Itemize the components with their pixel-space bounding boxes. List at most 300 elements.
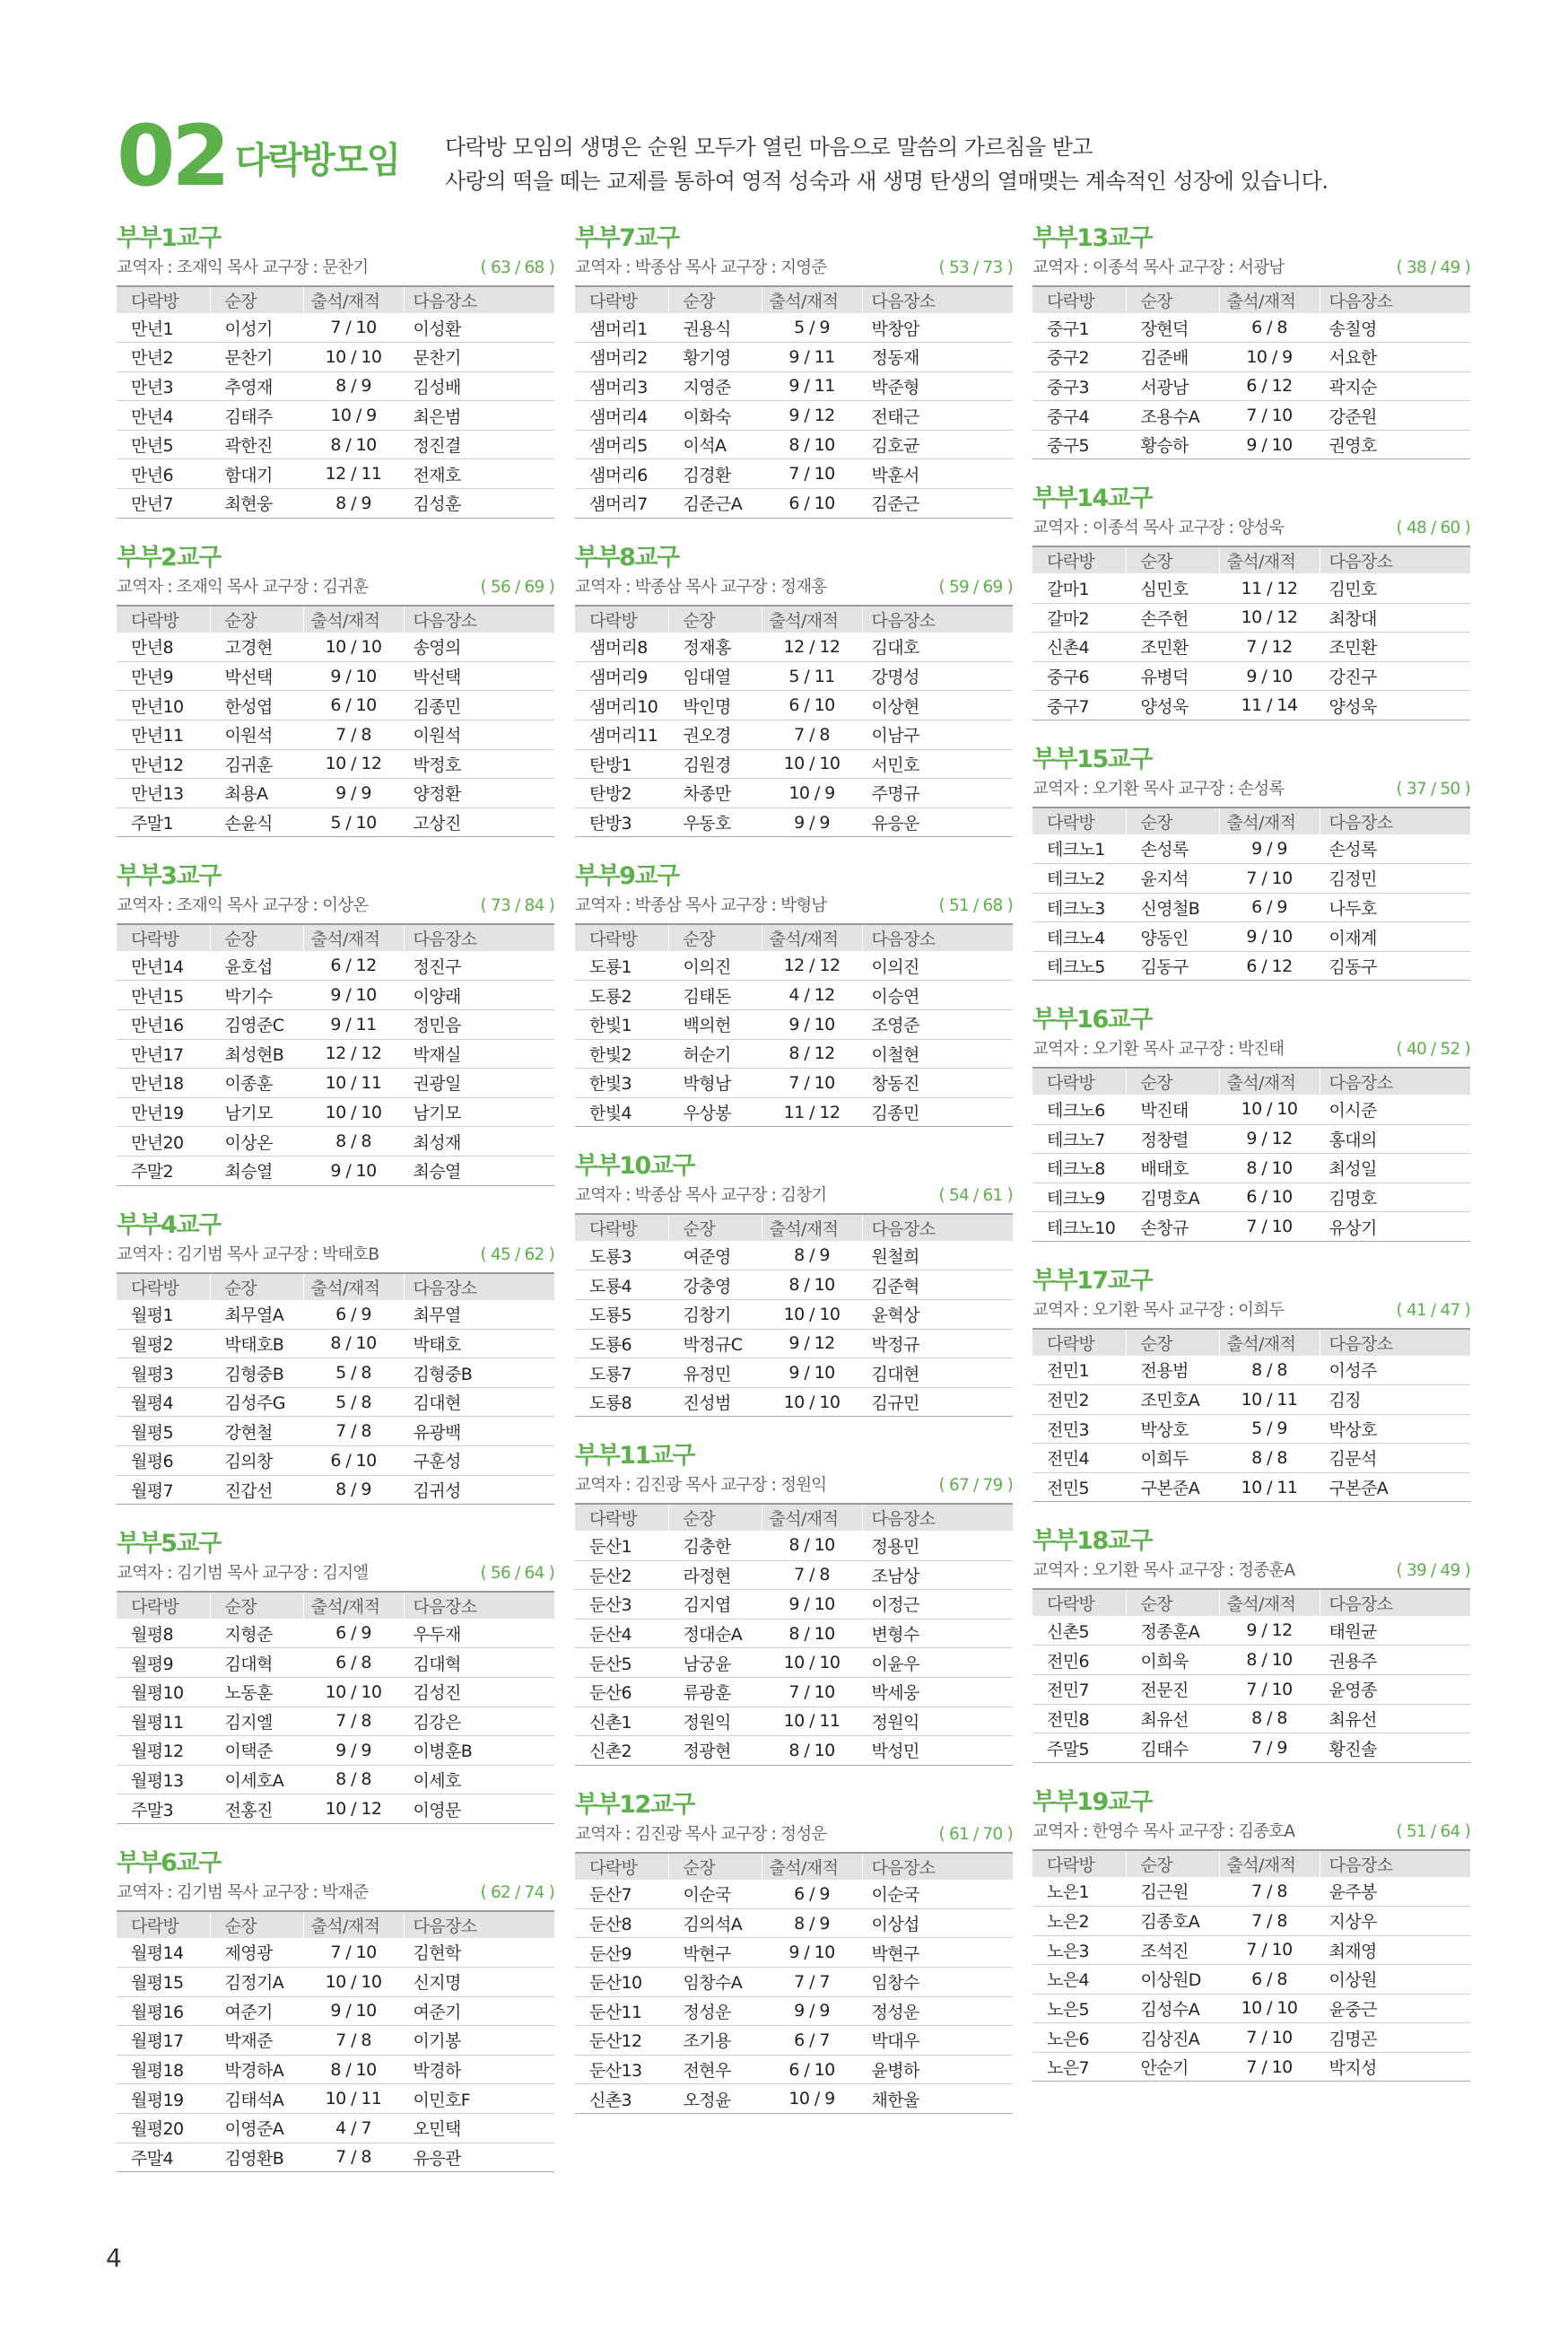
cell-next-place: 송칠영 [1320, 313, 1470, 343]
district-info [1032, 776, 1470, 807]
cell-next-place: 이세호 [404, 1765, 554, 1794]
cell-next-place: 김종민 [404, 691, 554, 720]
district-group [117, 860, 554, 1185]
district-table [575, 605, 1013, 838]
cell-attendance: 7 / 10 [762, 1069, 862, 1098]
cell-attendance: 8 / 10 [762, 430, 862, 459]
cell-leader: 임대열 [668, 661, 762, 691]
table-row [117, 720, 554, 749]
table-row [117, 1417, 554, 1446]
cell-leader: 김형중B [210, 1358, 303, 1388]
cell-room: 둔산9 [575, 1938, 668, 1968]
cell-room: 만년6 [117, 459, 210, 489]
cell-attendance: 9 / 10 [1219, 430, 1320, 459]
cell-attendance: 8 / 10 [1219, 1646, 1320, 1675]
cell-next-place: 정용민 [862, 1531, 1013, 1560]
cell-room: 만년9 [117, 661, 210, 691]
cell-next-place: 박훈서 [862, 459, 1013, 489]
column-header: 다음장소 [404, 1273, 554, 1300]
table-header-row [575, 606, 1013, 633]
cell-attendance: 8 / 9 [303, 489, 404, 519]
cell-next-place: 김동구 [1320, 951, 1470, 981]
cell-attendance: 10 / 10 [303, 343, 404, 372]
column-header: 출석/재적 [1219, 286, 1320, 313]
cell-leader: 김충한 [668, 1531, 762, 1560]
district-attendance: ( 59 / 69 ) [938, 577, 1013, 597]
cell-next-place: 우두재 [404, 1619, 554, 1648]
table-row [575, 1996, 1013, 2026]
cell-next-place: 박성민 [862, 1736, 1013, 1766]
cell-attendance: 6 / 10 [762, 691, 862, 720]
cell-next-place: 홍대의 [1320, 1124, 1470, 1154]
cell-attendance: 6 / 10 [303, 691, 404, 720]
district-staff: 교역자 : 이종석 목사 교구장 : 서광남 [1032, 258, 1285, 277]
column-header: 다음장소 [404, 606, 554, 633]
cell-attendance: 6 / 10 [762, 2055, 862, 2084]
cell-room: 월평15 [117, 1967, 210, 1996]
cell-attendance: 6 / 12 [1219, 371, 1320, 401]
table-header-row [1032, 546, 1470, 573]
cell-leader: 장현덕 [1126, 313, 1219, 343]
cell-attendance: 11 / 14 [1219, 691, 1320, 720]
column-header: 순장 [1126, 1329, 1219, 1356]
cell-leader: 조민환 [1126, 633, 1219, 662]
table-row [1032, 1877, 1470, 1907]
cell-room: 만년12 [117, 749, 210, 779]
cell-next-place: 구본준A [1320, 1472, 1470, 1502]
cell-next-place: 김호균 [862, 430, 1013, 459]
cell-attendance: 10 / 10 [303, 1967, 404, 1996]
table-row [1032, 661, 1470, 691]
cell-next-place: 김준혁 [862, 1270, 1013, 1300]
cell-next-place: 권광일 [404, 1069, 554, 1098]
cell-room: 월평5 [117, 1417, 210, 1446]
column-header: 출석/재적 [1219, 1068, 1320, 1095]
cell-room: 중구5 [1032, 430, 1126, 459]
table-row [575, 981, 1013, 1010]
column-header: 순장 [210, 606, 303, 633]
cell-attendance: 8 / 10 [303, 2055, 404, 2084]
cell-room: 신촌2 [575, 1736, 668, 1766]
cell-next-place: 이기봉 [404, 2026, 554, 2056]
cell-room: 신촌1 [575, 1707, 668, 1736]
cell-attendance: 7 / 8 [303, 720, 404, 749]
cell-next-place: 박재실 [404, 1039, 554, 1069]
table-row [1032, 1704, 1470, 1733]
cell-attendance: 10 / 12 [303, 749, 404, 779]
cell-attendance: 9 / 10 [303, 1156, 404, 1185]
cell-next-place: 유광백 [404, 1417, 554, 1446]
column-header: 다락방 [1032, 808, 1126, 834]
table-row [117, 371, 554, 401]
cell-leader: 김준근A [668, 489, 762, 519]
cell-room: 노은7 [1032, 2052, 1126, 2082]
table-row [1032, 864, 1470, 894]
district-group [575, 223, 1013, 519]
column-header: 다락방 [117, 1273, 210, 1300]
cell-next-place: 김대혁 [404, 1648, 554, 1678]
district-table [117, 605, 554, 838]
cell-room: 만년2 [117, 343, 210, 372]
column-header: 다락방 [1032, 286, 1126, 313]
page-header [117, 108, 1462, 211]
cell-attendance: 9 / 10 [1219, 661, 1320, 691]
district-table [575, 923, 1013, 1127]
table-row [1032, 1994, 1470, 2023]
cell-next-place: 임창수 [862, 1967, 1013, 1996]
table-row [1032, 1124, 1470, 1154]
table-row [117, 343, 554, 372]
cell-room: 한빛3 [575, 1069, 668, 1098]
column-header: 순장 [1126, 286, 1219, 313]
cell-next-place: 이순국 [862, 1880, 1013, 1909]
cell-room: 샘머리3 [575, 371, 668, 401]
cell-next-place: 이민호F [404, 2084, 554, 2114]
cell-room: 중구2 [1032, 343, 1126, 372]
column-header: 순장 [1126, 1068, 1219, 1095]
table-row [1032, 1646, 1470, 1675]
district-title: 부부3교구 [117, 862, 221, 891]
cell-next-place: 채한울 [862, 2084, 1013, 2114]
cell-attendance: 7 / 7 [762, 1967, 862, 1996]
cell-leader: 김의석A [668, 1908, 762, 1938]
cell-room: 테크노7 [1032, 1124, 1126, 1154]
cell-next-place: 김명곤 [1320, 2023, 1470, 2053]
district-info [117, 893, 554, 923]
cell-room: 만년13 [117, 779, 210, 808]
column-header: 다락방 [117, 606, 210, 633]
cell-room: 둔산4 [575, 1619, 668, 1648]
table-row [575, 633, 1013, 662]
cell-leader: 김상진A [1126, 2023, 1219, 2053]
cell-next-place: 박현구 [862, 1938, 1013, 1968]
district-group [1032, 1004, 1470, 1241]
column-header: 다음장소 [862, 924, 1013, 951]
district-attendance: ( 56 / 64 ) [480, 1564, 554, 1584]
district-group [575, 1150, 1013, 1417]
cell-next-place: 김대현 [404, 1387, 554, 1417]
table-row [575, 1648, 1013, 1678]
table-row [117, 1069, 554, 1098]
cell-room: 탄방3 [575, 808, 668, 837]
district-info [1032, 1297, 1470, 1328]
district-attendance: ( 63 / 68 ) [480, 258, 554, 277]
cell-attendance: 10 / 10 [303, 1677, 404, 1707]
column-header: 다락방 [1032, 546, 1126, 573]
cell-next-place: 고상진 [404, 808, 554, 837]
table-row [1032, 343, 1470, 372]
column-header: 다락방 [575, 924, 668, 951]
district-title: 부부13교구 [1032, 224, 1152, 252]
column-header: 다락방 [1032, 1068, 1126, 1095]
table-row [117, 691, 554, 720]
table-row [1032, 313, 1470, 343]
cell-leader: 윤지석 [1126, 864, 1219, 894]
cell-attendance: 8 / 10 [762, 1736, 862, 1766]
table-header-row [117, 1273, 554, 1300]
cell-next-place: 구훈성 [404, 1446, 554, 1476]
cell-next-place: 박정호 [404, 749, 554, 779]
cell-next-place: 김성진 [404, 1677, 554, 1707]
cell-leader: 김태주 [210, 401, 303, 431]
cell-next-place: 김준근 [862, 489, 1013, 519]
district-group [117, 1847, 554, 2172]
cell-room: 월평19 [117, 2084, 210, 2114]
cell-attendance: 7 / 10 [762, 1677, 862, 1707]
column-header: 순장 [1126, 1589, 1219, 1616]
cell-next-place: 정성운 [862, 1996, 1013, 2026]
district-attendance: ( 53 / 73 ) [938, 258, 1013, 277]
column-header: 순장 [1126, 808, 1219, 834]
intro-line-2: 사랑의 떡을 떼는 교제를 통하여 영적 성숙과 새 생명 탄생의 열매맺는 계속적인 성장에 있습니다. [445, 169, 1328, 194]
cell-attendance: 6 / 7 [762, 2026, 862, 2056]
table-row [1032, 1095, 1470, 1124]
cell-room: 주말5 [1032, 1733, 1126, 1763]
cell-room: 만년17 [117, 1039, 210, 1069]
district-table [117, 923, 554, 1185]
cell-leader: 최무열A [210, 1300, 303, 1330]
cell-leader: 김창기 [668, 1300, 762, 1330]
cell-attendance: 6 / 10 [1219, 1183, 1320, 1212]
cell-room: 월평14 [117, 1938, 210, 1968]
cell-leader: 이석A [668, 430, 762, 459]
cell-next-place: 박대우 [862, 2026, 1013, 2056]
cell-leader: 손성록 [1126, 834, 1219, 864]
cell-next-place: 이상원 [1320, 1965, 1470, 1995]
cell-leader: 이영준A [210, 2113, 303, 2143]
district-info [575, 1183, 1013, 1213]
cell-attendance: 7 / 10 [1219, 864, 1320, 894]
table-row [1032, 1356, 1470, 1385]
cell-attendance: 9 / 10 [303, 661, 404, 691]
section-number: 02 [117, 108, 227, 205]
cell-leader: 김근원 [1126, 1877, 1219, 1907]
district-group [117, 223, 554, 519]
column-left [117, 223, 554, 2196]
cell-leader: 양성욱 [1126, 691, 1219, 720]
cell-attendance: 10 / 10 [1219, 1994, 1320, 2023]
district-attendance: ( 41 / 47 ) [1396, 1300, 1470, 1320]
cell-next-place: 김명호 [1320, 1183, 1470, 1212]
cell-attendance: 10 / 9 [303, 401, 404, 431]
cell-room: 만년4 [117, 401, 210, 431]
cell-next-place: 주명규 [862, 779, 1013, 808]
table-header-row [117, 1592, 554, 1619]
table-row [117, 1967, 554, 1996]
cell-next-place: 김형중B [404, 1358, 554, 1388]
district-info [1032, 1819, 1470, 1849]
table-header-row [1032, 1850, 1470, 1877]
district-table [575, 285, 1013, 519]
district-attendance: ( 37 / 50 ) [1396, 779, 1470, 799]
district-info [117, 255, 554, 285]
column-header: 다음장소 [1320, 1329, 1470, 1356]
table-row [575, 1707, 1013, 1736]
table-row [117, 2026, 554, 2056]
cell-leader: 김성주G [210, 1387, 303, 1417]
cell-next-place: 박지성 [1320, 2052, 1470, 2082]
table-row [1032, 1472, 1470, 1502]
district-group [1032, 483, 1470, 720]
district-info [117, 1560, 554, 1591]
table-row [575, 1560, 1013, 1590]
cell-leader: 김명호A [1126, 1183, 1219, 1212]
table-row [117, 1648, 554, 1678]
district-table [117, 285, 554, 519]
column-header: 출석/재적 [303, 1592, 404, 1619]
table-row [575, 720, 1013, 749]
cell-next-place: 정동재 [862, 343, 1013, 372]
district-table [117, 1591, 554, 1824]
cell-leader: 박기수 [210, 981, 303, 1010]
cell-next-place: 권영호 [1320, 430, 1470, 459]
cell-leader: 김태석A [210, 2084, 303, 2114]
cell-next-place: 문찬기 [404, 343, 554, 372]
cell-next-place: 이병훈B [404, 1736, 554, 1766]
cell-leader: 양동인 [1126, 922, 1219, 952]
cell-room: 노은1 [1032, 1877, 1126, 1907]
cell-leader: 황기영 [668, 343, 762, 372]
table-row [1032, 603, 1470, 633]
cell-next-place: 정진결 [404, 430, 554, 459]
column-header: 다음장소 [404, 1911, 554, 1938]
district-staff: 교역자 : 박종삼 목사 교구장 : 정재홍 [575, 577, 827, 597]
cell-next-place: 양성욱 [1320, 691, 1470, 720]
cell-attendance: 10 / 10 [303, 1097, 404, 1127]
cell-leader: 박진태 [1126, 1095, 1219, 1124]
cell-next-place: 강명성 [862, 661, 1013, 691]
district-title: 부부17교구 [1032, 1266, 1152, 1295]
cell-attendance: 10 / 10 [1219, 1095, 1320, 1124]
cell-leader: 정광현 [668, 1736, 762, 1766]
table-row [575, 1387, 1013, 1417]
cell-next-place: 양정환 [404, 779, 554, 808]
table-row [1032, 2052, 1470, 2082]
cell-leader: 우동호 [668, 808, 762, 837]
table-row [1032, 922, 1470, 952]
district-attendance: ( 61 / 70 ) [938, 1824, 1013, 1844]
cell-leader: 여준기 [210, 1996, 303, 2026]
cell-room: 둔산11 [575, 1996, 668, 2026]
cell-next-place: 원철희 [862, 1241, 1013, 1270]
cell-next-place: 강진구 [1320, 661, 1470, 691]
cell-room: 도룡1 [575, 951, 668, 981]
cell-room: 노은2 [1032, 1906, 1126, 1935]
district-title: 부부11교구 [575, 1442, 694, 1471]
table-row [117, 1156, 554, 1185]
cell-room: 만년8 [117, 633, 210, 662]
district-table [1032, 1588, 1470, 1762]
district-staff: 교역자 : 박종삼 목사 교구장 : 지영준 [575, 258, 827, 277]
table-row [575, 1531, 1013, 1560]
table-row [575, 489, 1013, 519]
table-row [1032, 951, 1470, 981]
column-header: 출석/재적 [1219, 1329, 1320, 1356]
column-header: 출석/재적 [303, 286, 404, 313]
cell-room: 중구1 [1032, 313, 1126, 343]
column-header: 다음장소 [862, 1853, 1013, 1880]
cell-leader: 최용A [210, 779, 303, 808]
cell-next-place: 이정근 [862, 1590, 1013, 1619]
table-row [117, 430, 554, 459]
table-row [117, 313, 554, 343]
table-header-row [575, 1214, 1013, 1241]
cell-attendance: 10 / 10 [762, 1300, 862, 1330]
column-header: 출석/재적 [762, 1504, 862, 1531]
column-header: 다음장소 [404, 286, 554, 313]
table-row [575, 1677, 1013, 1707]
table-row [1032, 430, 1470, 459]
cell-attendance: 12 / 12 [303, 1039, 404, 1069]
cell-room: 샘머리2 [575, 343, 668, 372]
table-row [575, 1358, 1013, 1388]
column-header: 출석/재적 [762, 1853, 862, 1880]
cell-next-place: 박정규 [862, 1329, 1013, 1358]
district-info [1032, 1558, 1470, 1588]
cell-attendance: 10 / 11 [303, 2084, 404, 2114]
cell-room: 월평1 [117, 1300, 210, 1330]
district-info [575, 1472, 1013, 1503]
column-header: 출석/재적 [1219, 1850, 1320, 1877]
district-info [117, 1242, 554, 1272]
cell-room: 중구6 [1032, 661, 1126, 691]
cell-leader: 이화숙 [668, 401, 762, 431]
district-group [575, 860, 1013, 1127]
cell-next-place: 김현학 [404, 1938, 554, 1968]
district-staff: 교역자 : 오기환 목사 교구장 : 박진태 [1032, 1040, 1285, 1060]
cell-next-place: 송영의 [404, 633, 554, 662]
district-info [575, 893, 1013, 923]
table-row [575, 1908, 1013, 1938]
cell-room: 테크노1 [1032, 834, 1126, 864]
cell-room: 전민3 [1032, 1414, 1126, 1444]
cell-attendance: 9 / 11 [762, 343, 862, 372]
cell-attendance: 9 / 9 [762, 808, 862, 837]
cell-room: 도룡4 [575, 1270, 668, 1300]
column-header: 출석/재적 [762, 1214, 862, 1241]
cell-attendance: 6 / 8 [1219, 1965, 1320, 1995]
cell-room: 샘머리9 [575, 661, 668, 691]
column-header: 다음장소 [862, 286, 1013, 313]
table-row [117, 1765, 554, 1794]
district-staff: 교역자 : 김기범 목사 교구장 : 박태호B [117, 1244, 379, 1264]
cell-attendance: 9 / 11 [303, 1010, 404, 1040]
district-staff: 교역자 : 김진광 목사 교구장 : 정성운 [575, 1824, 827, 1844]
cell-room: 도룡6 [575, 1329, 668, 1358]
table-row [1032, 893, 1470, 922]
cell-attendance: 8 / 10 [762, 1270, 862, 1300]
cell-leader: 손주헌 [1126, 603, 1219, 633]
cell-next-place: 박상호 [1320, 1414, 1470, 1444]
cell-room: 월평13 [117, 1765, 210, 1794]
cell-leader: 정성운 [668, 1996, 762, 2026]
district-staff: 교역자 : 이종석 목사 교구장 : 양성욱 [1032, 519, 1285, 538]
table-row [1032, 1384, 1470, 1414]
column-header: 순장 [210, 1592, 303, 1619]
cell-attendance: 7 / 8 [303, 1417, 404, 1446]
cell-attendance: 8 / 10 [762, 1619, 862, 1648]
cell-next-place: 이원석 [404, 720, 554, 749]
cell-leader: 전용범 [1126, 1356, 1219, 1385]
cell-leader: 한성엽 [210, 691, 303, 720]
cell-attendance: 9 / 10 [303, 981, 404, 1010]
table-header-row [117, 924, 554, 951]
cell-leader: 김귀훈 [210, 749, 303, 779]
district-staff: 교역자 : 오기환 목사 교구장 : 손성록 [1032, 779, 1285, 799]
cell-next-place: 나두호 [1320, 893, 1470, 922]
column-header: 다음장소 [1320, 1850, 1470, 1877]
column-middle [575, 223, 1013, 2137]
